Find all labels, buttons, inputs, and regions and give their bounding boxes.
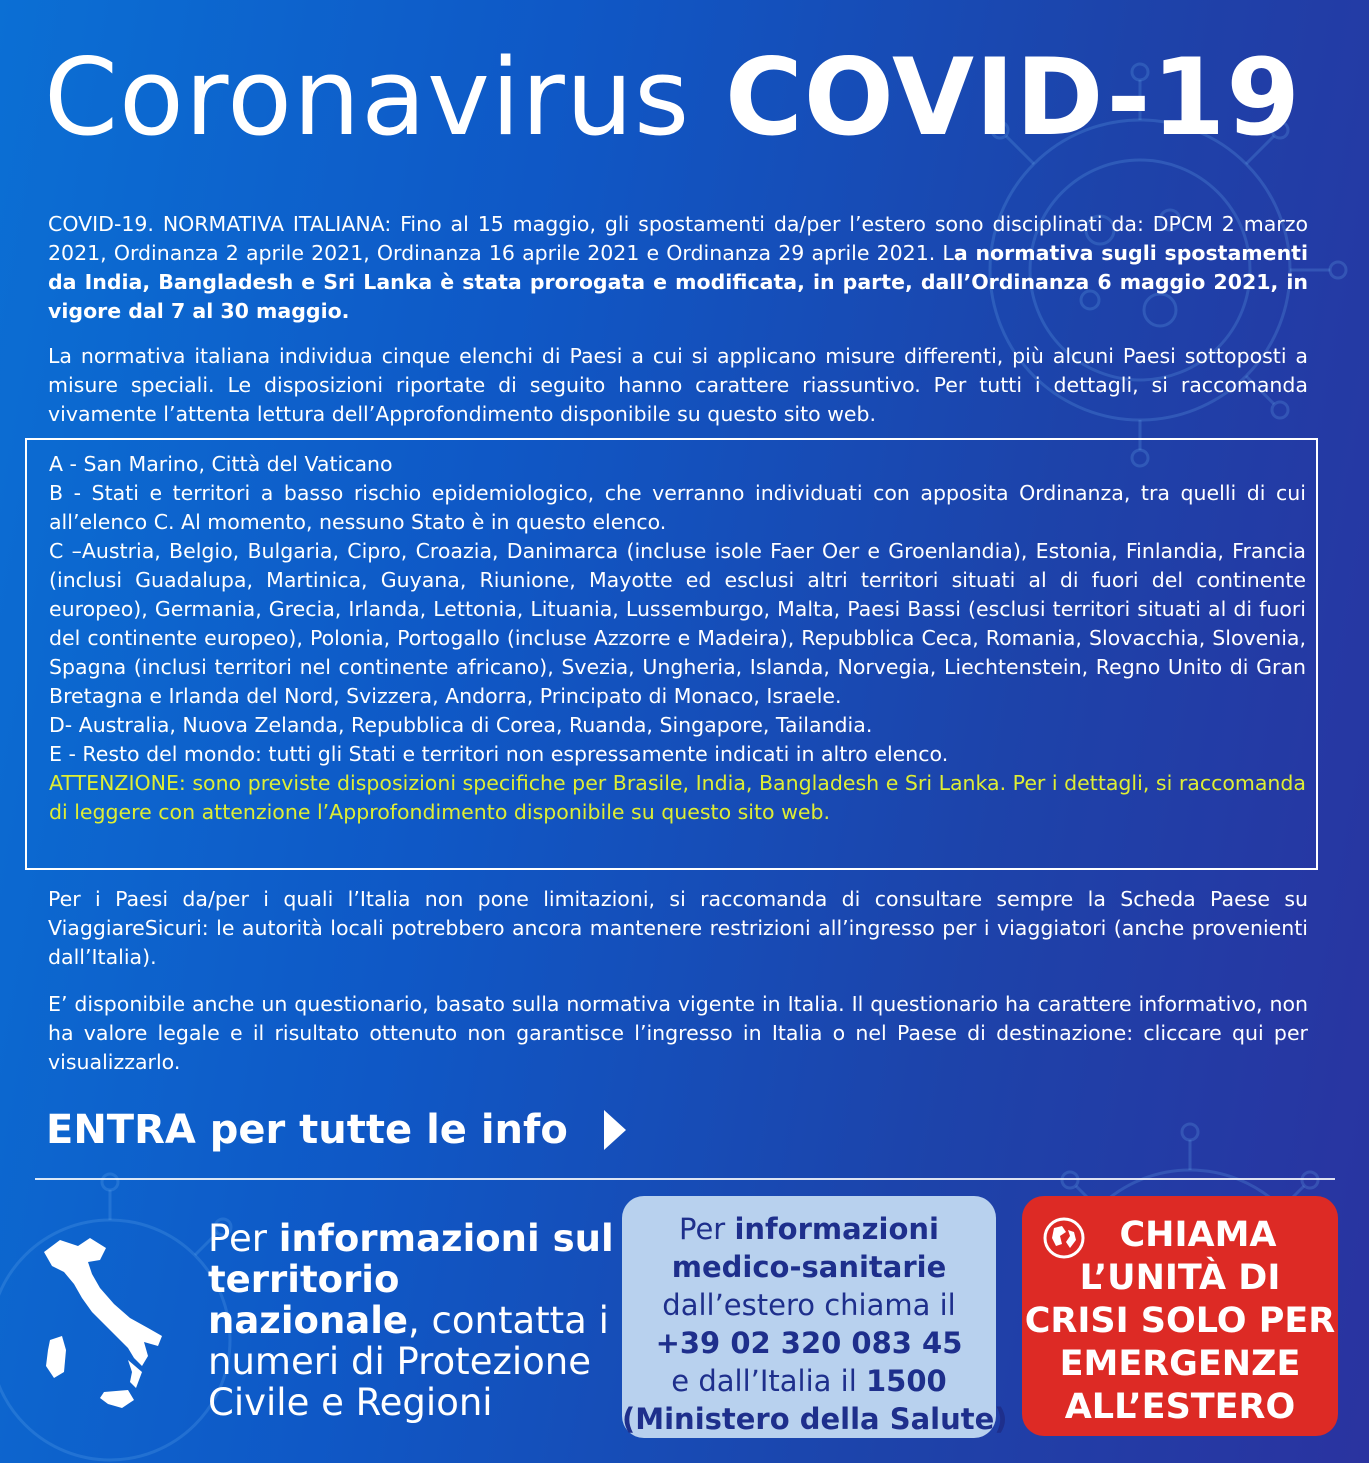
territory-t1: Per	[208, 1217, 279, 1260]
intro-bold: a normativa sugli spostamenti da India, Bangladesh e Sri Lanka è stata prorogata e modificata, in parte, dall’Ordinanza 6 maggio 2021, in vigore dal 7 al 30 maggio.	[48, 241, 1308, 323]
medical-line-1	[622, 1210, 996, 1248]
attention-note: ATTENZIONE: sono previste disposizioni specifiche per Brasile, India, Bangladesh e Sri Lanka. Per i dettagli, si raccomanda di leggere con attenzione l’Approfondimento disponibile su questo sito web.	[49, 771, 1306, 824]
medical-ministry: (Ministero della Salute)	[622, 1402, 1008, 1436]
medical-line-2: medico-sanitarie	[671, 1250, 947, 1284]
crisis-line-3: CRISI SOLO PER	[1024, 1301, 1336, 1341]
list-a: A - San Marino, Città del Vaticano	[49, 452, 393, 476]
list-c: C –Austria, Belgio, Bulgaria, Cipro, Croazia, Danimarca (incluse isole Faer Oer e Groenlandia), Estonia, Finlandia, Francia (inclusi Guadalupa, Martinica, Guyana, Riunione, Mayotte ed esclusi altri territori situati al di fuori del continente europeo), Germania, Grecia, Irlanda, Lettonia, Lituania, Lussemburgo, Malta, Paesi Bassi (esclusi territori situati al di fuori del continente europeo), Polonia, Portogallo (incluse Azzorre e Madeira), Repubblica Ceca, Romania, Slovacchia, Slovenia, Spagna (inclusi territori nel continente africano), Svezia, Ungheria, Islanda, Norvegia, Liechtenstein, Regno Unito di Gran Bretagna e Irlanda del Nord, Svizzera, Andorra, Principato di Monaco, Israele.	[49, 539, 1306, 708]
globe-icon	[1042, 1216, 1086, 1260]
list-d: D- Australia, Nuova Zelanda, Repubblica di Corea, Ruanda, Singapore, Tailandia.	[49, 713, 873, 737]
crisis-unit-box[interactable]	[1022, 1196, 1338, 1436]
questionnaire-paragraph: E’ disponibile anche un questionario, basato sulla normativa vigente in Italia. Il questionario ha carattere informativo, non ha valore legale e il risultato ottenuto non garantisce l’ingresso in Italia o nel Paese di destinazione: cliccare qui per visualizzarlo.	[48, 992, 1308, 1074]
intro-paragraph	[48, 210, 1308, 326]
play-arrow-icon	[604, 1110, 626, 1150]
medical-phone[interactable]: +39 02 320 083 45	[655, 1326, 963, 1360]
divider	[35, 1178, 1335, 1180]
crisis-line-5: ALL’ESTERO	[1064, 1387, 1296, 1427]
medical-line-3: dall’estero chiama il	[662, 1288, 956, 1322]
country-lists-box	[25, 438, 1318, 870]
scheda-paese-paragraph: Per i Paesi da/per i quali l’Italia non pone limitazioni, si raccomanda di consultare sempre la Scheda Paese su ViaggiareSicuri: le autorità locali potrebbero ancora mantenere restrizioni all’ingresso per i viaggiatori (anche provenienti dall’Italia).	[48, 887, 1308, 969]
crisis-line-2: L’UNITÀ DI	[1079, 1258, 1281, 1298]
list-b: B - Stati e territori a basso rischio epidemiologico, che verranno individuati con apposita Ordinanza, tra quelli di cui all’elenco C. Al momento, nessuno Stato è in questo elenco.	[49, 481, 1306, 534]
summary-paragraph: La normativa italiana individua cinque elenchi di Paesi a cui si applicano misure differenti, più alcuni Paesi sottoposti a misure speciali. Le disposizioni riportate di seguito hanno carattere riassuntivo. Per tutti i dettagli, si raccomanda vivamente l’attenta lettura dell’Approfondimento disponibile su questo sito web.	[48, 344, 1308, 426]
title-bold: COVID-19	[724, 36, 1301, 159]
intro-regular: COVID-19. NORMATIVA ITALIANA: Fino al 15 maggio, gli spostamenti da/per l’estero sono disciplinati da: DPCM 2 marzo 2021, Ordinanza 2 aprile 2021, Ordinanza 16 aprile 2021 e Ordinanza 29 aprile 2021. L	[48, 212, 1308, 265]
territory-t2: informazioni sul territorio nazionale	[208, 1217, 614, 1342]
medical-m1-bold: informazioni	[734, 1212, 939, 1246]
title-light: Coronavirus	[44, 36, 691, 159]
medical-m1: Per	[679, 1212, 735, 1246]
italy-map-icon	[30, 1232, 190, 1422]
territory-t3: , contatta i numeri di Protezione Civile e Regioni	[208, 1299, 609, 1424]
medical-line-5	[622, 1362, 996, 1400]
crisis-line-4: EMERGENZE	[1059, 1344, 1301, 1384]
medical-info-box	[622, 1196, 1008, 1438]
crisis-line-1: CHIAMA	[1119, 1215, 1277, 1255]
medical-m4: e dall’Italia il	[671, 1364, 866, 1398]
page-title	[44, 28, 1301, 168]
territory-info	[208, 1218, 618, 1423]
enter-info-link[interactable]	[46, 1100, 626, 1160]
list-e: E - Resto del mondo: tutti gli Stati e territori non espressamente indicati in altro elenco.	[49, 742, 949, 766]
enter-info-label: ENTRA per tutte le info	[46, 1107, 568, 1153]
medical-short-number[interactable]: 1500	[865, 1364, 947, 1398]
